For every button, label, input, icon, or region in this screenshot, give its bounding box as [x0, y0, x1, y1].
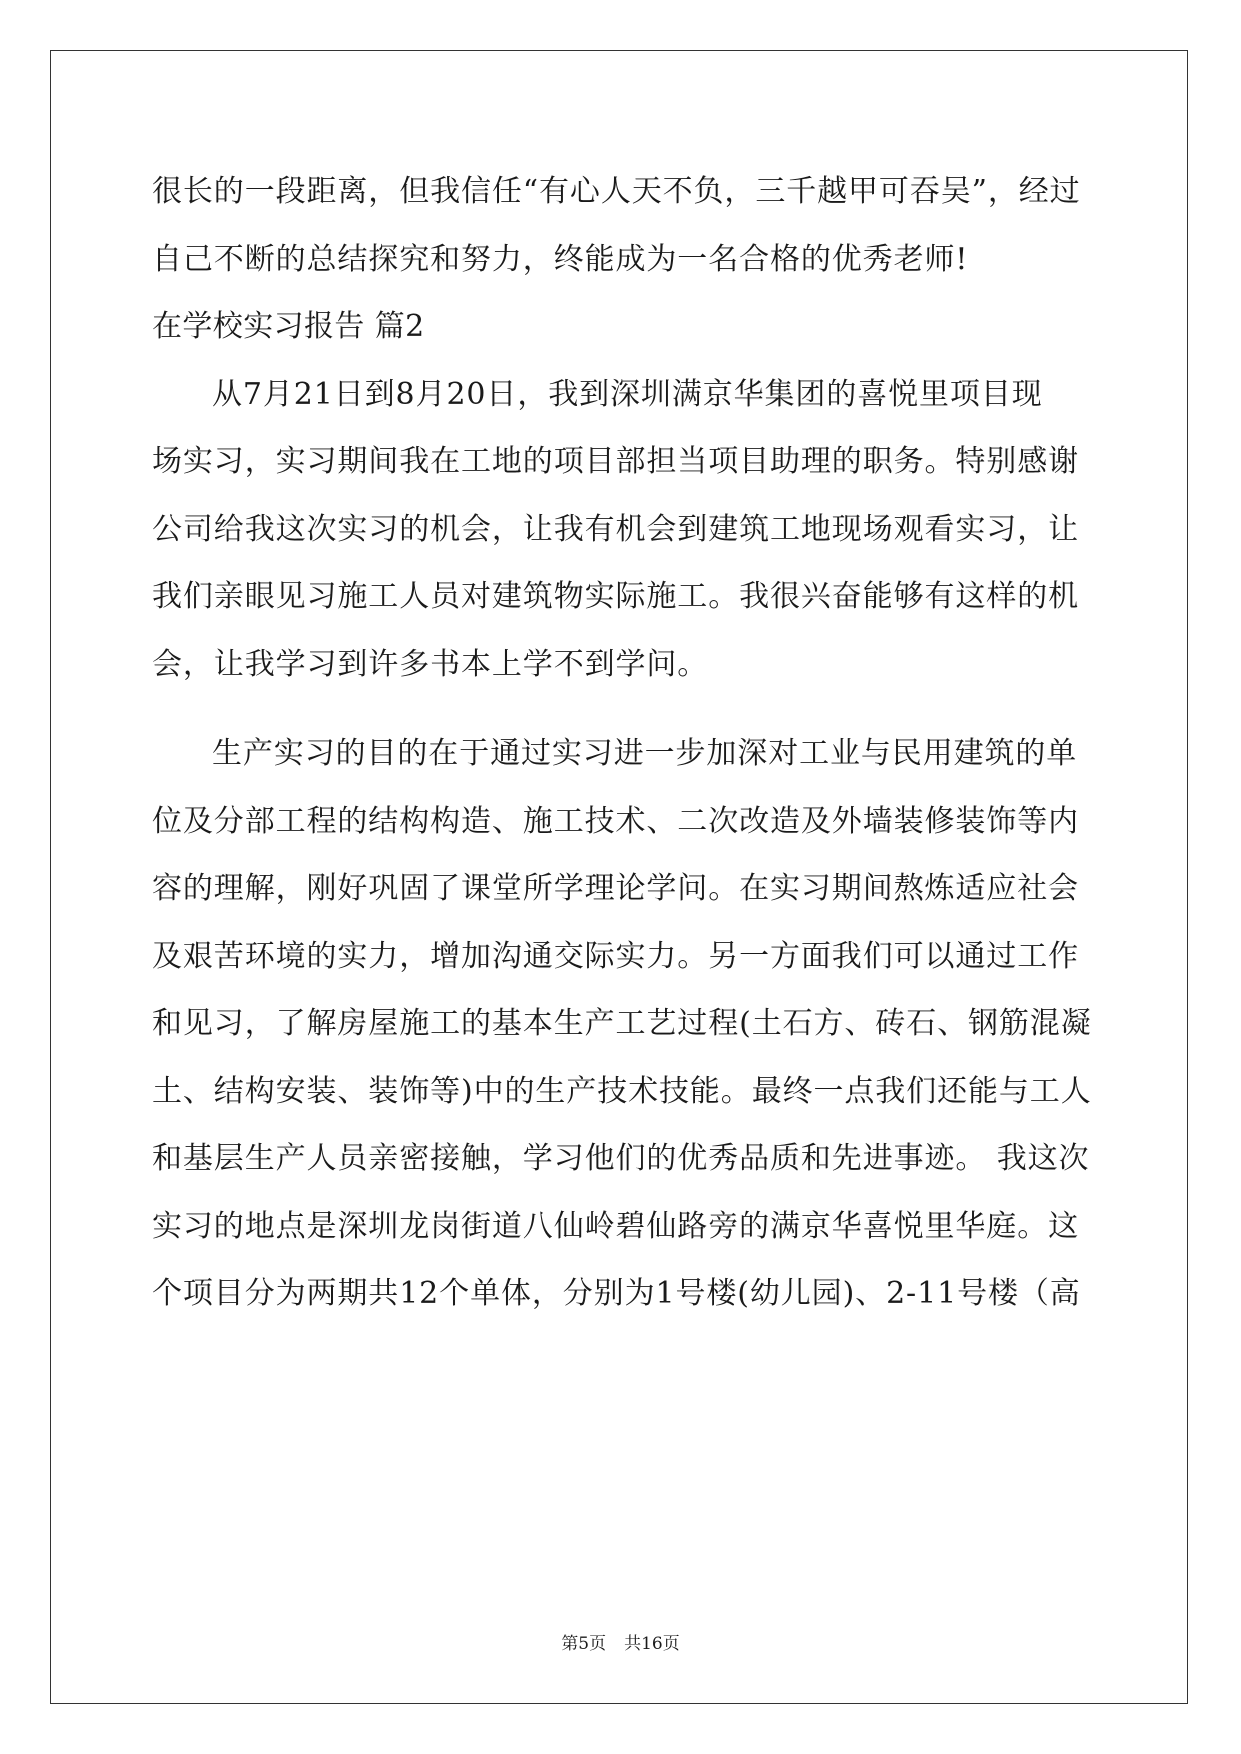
page-number: 第5页: [561, 1634, 607, 1654]
text-line: 我们亲眼见习施工人员对建筑物实际施工。我很兴奋能够有这样的机: [152, 579, 1079, 614]
text-line: 很长的一段距离，但我信任“有心人天不负，三千越甲可吞吴”，经过: [152, 174, 1081, 209]
text-line: 自己不断的总结探究和努力，终能成为一名合格的优秀老师!: [152, 241, 969, 277]
text-line: 实习的地点是深圳龙岗街道八仙岭碧仙路旁的满京华喜悦里华庭。这: [152, 1208, 1079, 1244]
text-line: 和基层生产人员亲密接触，学习他们的优秀品质和先进事迹。 我这次: [152, 1141, 1090, 1176]
text-line: 从7月21日到8月20日，我到深圳满京华集团的喜悦里项目现: [212, 376, 1043, 412]
text-line: 个项目分为两期共12个单体，分别为1号楼(幼儿园)、2-11号楼（高: [152, 1276, 1081, 1311]
text-line: 和见习，了解房屋施工的基本生产工艺过程(土石方、砖石、钢筋混凝: [152, 1006, 1092, 1041]
text-line: 生产实习的目的在于通过实习进一步加深对工业与民用建筑的单: [212, 736, 1078, 771]
document-body: [152, 158, 1092, 1328]
paragraph-gap: [152, 698, 1087, 720]
text-line: 土、结构安装、装饰等)中的生产技术技能。最终一点我们还能与工人: [152, 1073, 1092, 1109]
page-footer: [0, 1634, 1241, 1654]
text-line: 及艰苦环境的实力，增加沟通交际实力。另一方面我们可以通过工作: [152, 938, 1079, 974]
text-line: 容的理解，刚好巩固了课堂所学理论学问。在实习期间熬炼适应社会: [152, 871, 1079, 906]
text-line: 会，让我学习到许多书本上学不到学问。: [152, 646, 709, 682]
text-line: 位及分部工程的结构构造、施工技术、二次改造及外墙装修装饰等内: [152, 803, 1079, 839]
page-total: 共16页: [624, 1634, 680, 1654]
section-heading: 在学校实习报告 篇2: [152, 309, 425, 344]
text-line: 场实习，实习期间我在工地的项目部担当项目助理的职务。特别感谢: [152, 444, 1079, 479]
text-line: 公司给我这次实习的机会，让我有机会到建筑工地现场观看实习，让: [152, 511, 1079, 547]
